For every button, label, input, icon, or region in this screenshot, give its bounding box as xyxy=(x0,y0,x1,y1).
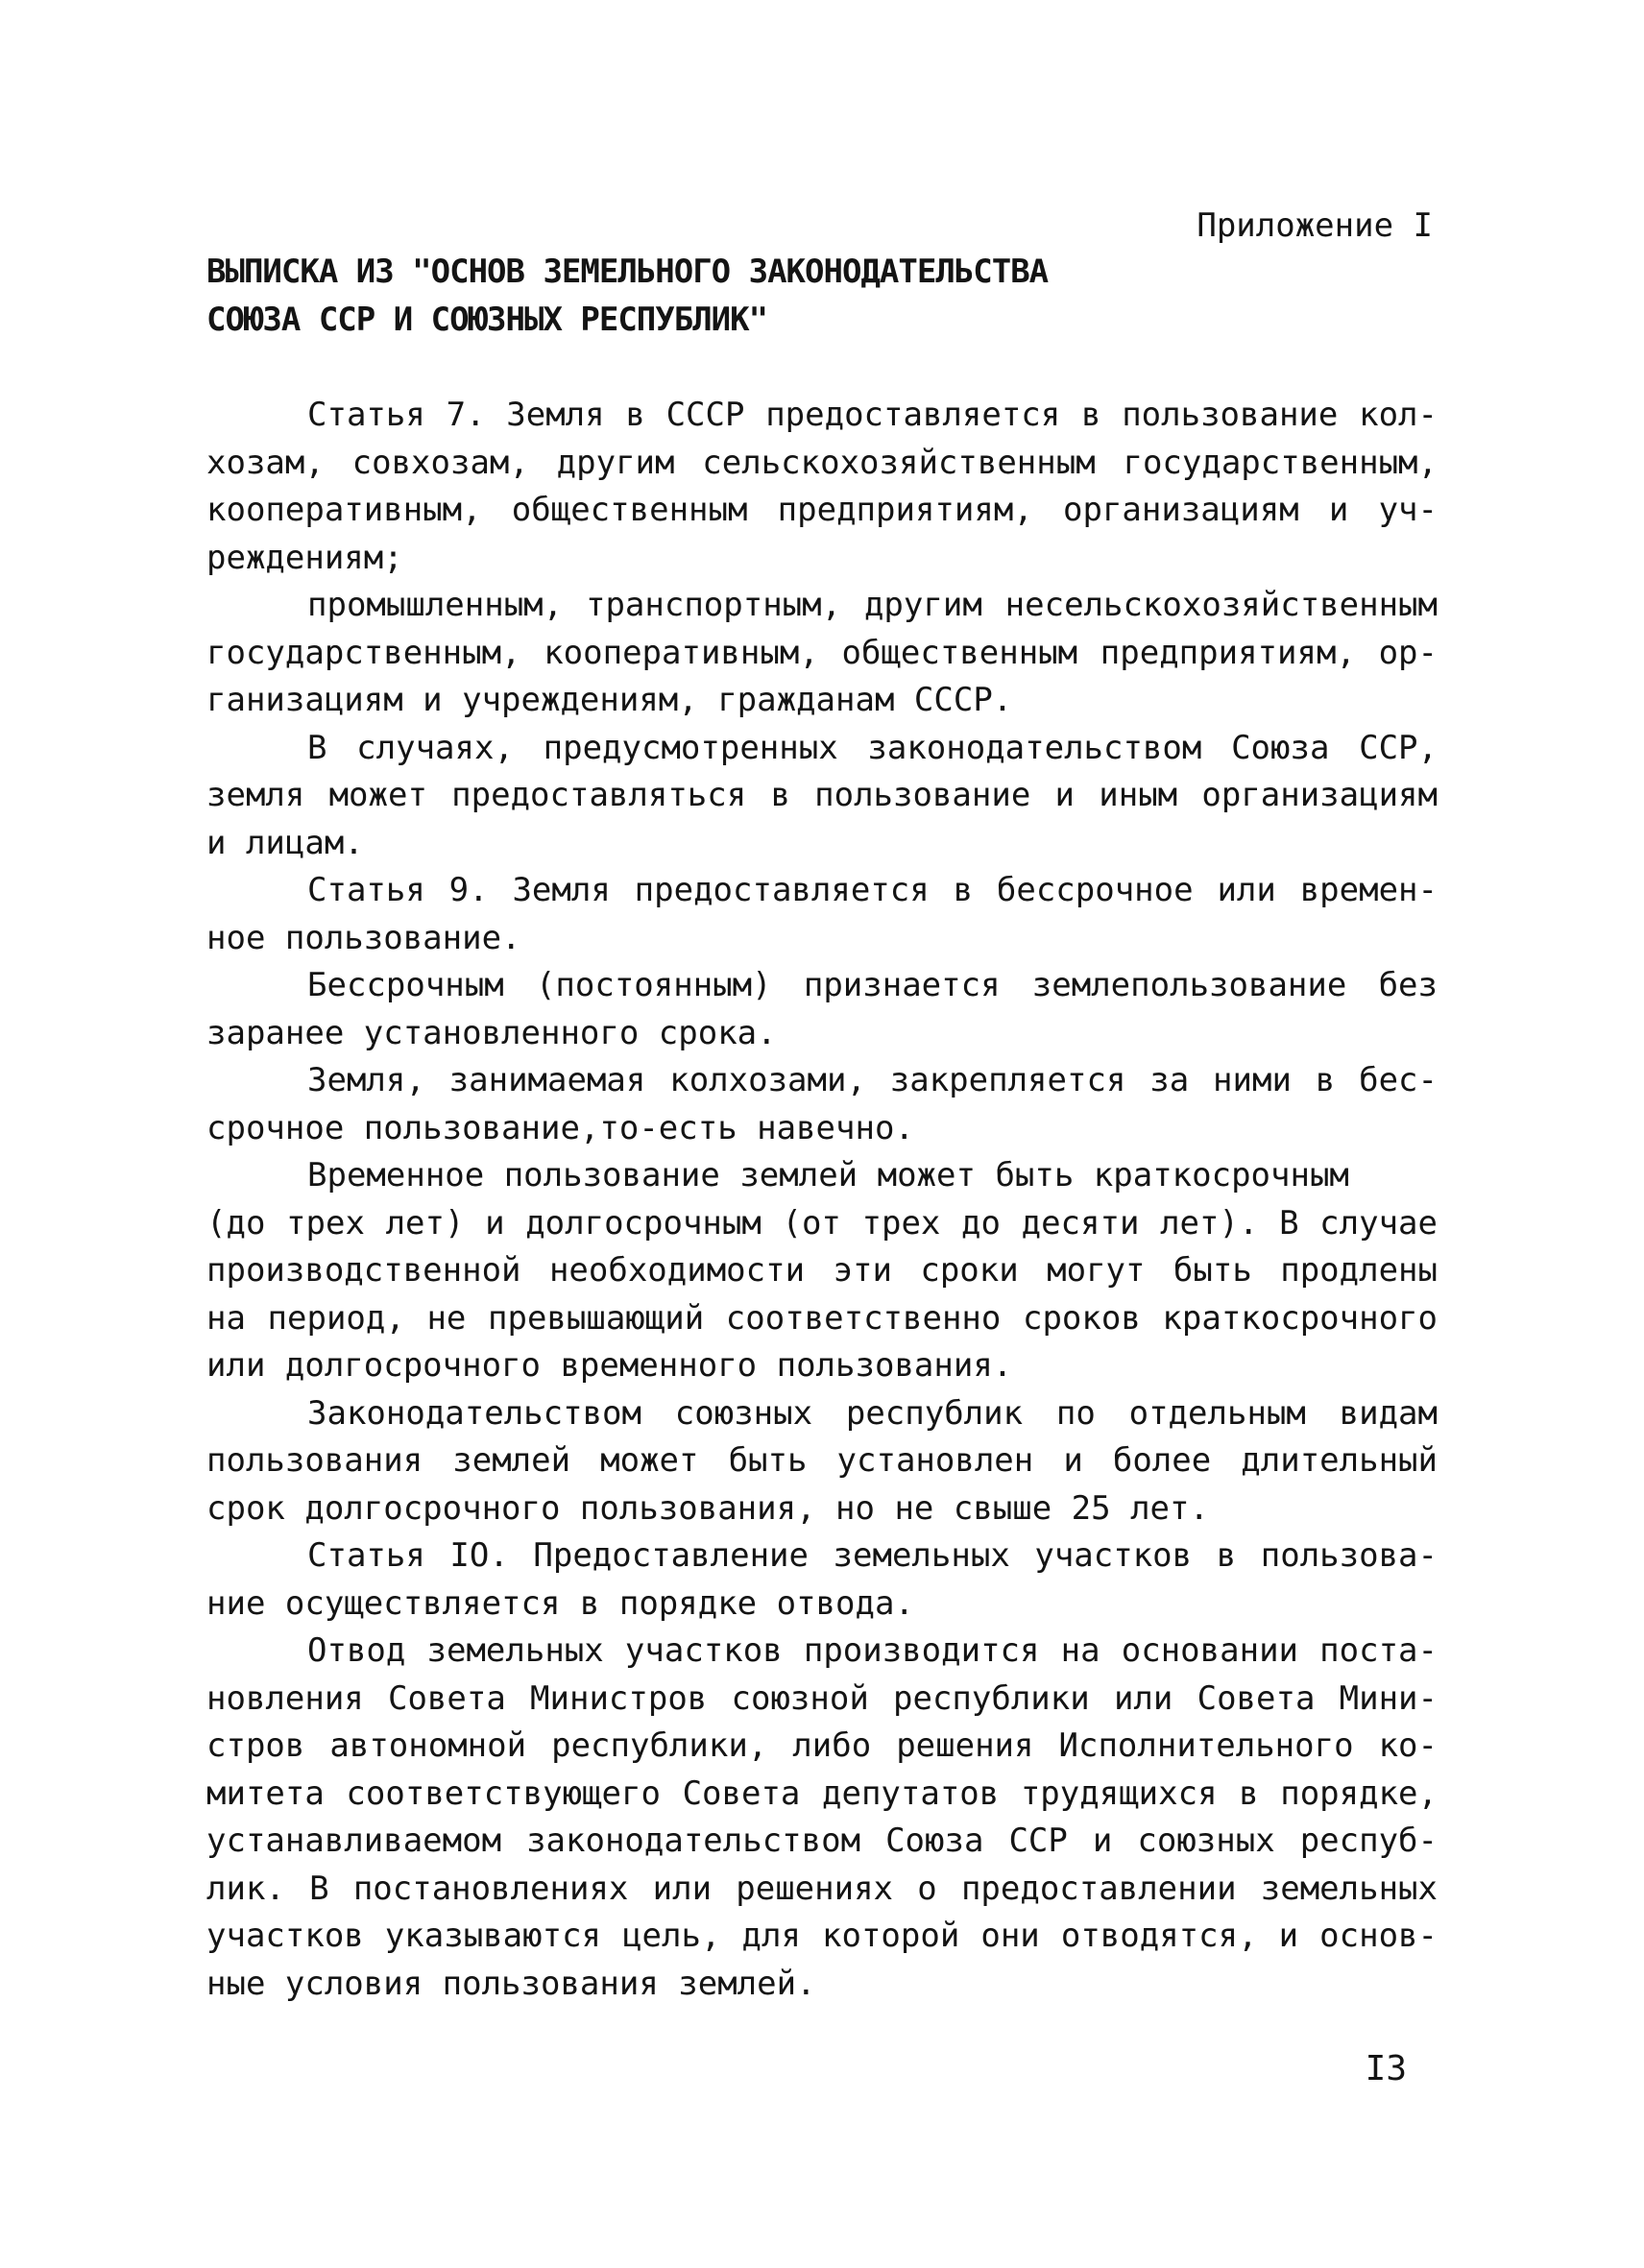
text-line: ные условия пользования землей. xyxy=(206,1964,816,2003)
text-line: В случаях, предусмотренных законодательством Союза ССР, xyxy=(307,728,1438,767)
text-line: стров автономной республики, либо решения Исполнительного ко- xyxy=(206,1726,1438,1765)
text-line: заранее установленного срока. xyxy=(206,1013,777,1052)
text-line: и лицам. xyxy=(206,823,364,862)
text-line: ние осуществляется в порядке отвода. xyxy=(206,1583,914,1623)
text-line: Законодательством союзных республик по отдельным видам xyxy=(307,1393,1438,1433)
text-line: Отвод земельных участков производится на основании поста- xyxy=(307,1631,1438,1670)
text-line: митета соответствующего Совета депутатов трудящихся в порядке, xyxy=(206,1773,1438,1813)
text-line: промышленным, транспортным, другим несельскохозяйственным xyxy=(307,586,1438,624)
text-line: (до трех лет) и долгосрочным (от трех до десяти лет). В случае xyxy=(206,1203,1438,1243)
text-line: Статья 7. Земля в СССР предоставляется в пользование кол- xyxy=(307,396,1438,434)
text-line: новления Совета Министров союзной республики или Совета Мини- xyxy=(206,1678,1438,1718)
text-line: хозам, совхозам, другим сельскохозяйственным государственным, xyxy=(206,443,1438,482)
text-line: срочное пользование,то-есть навечно. xyxy=(206,1108,914,1147)
document-title xyxy=(206,248,1048,344)
text-line: Статья 9. Земля предоставляется в бессрочное или времен- xyxy=(307,871,1438,909)
text-line: устанавливаемом законодательством Союза ССР и союзных респуб- xyxy=(206,1822,1438,1860)
article-text xyxy=(206,392,1438,2008)
text-line: Временное пользование землей может быть краткосрочным xyxy=(307,1156,1349,1194)
text-line: участков указываются цель, для которой они отводятся, и основ- xyxy=(206,1917,1438,1955)
text-line: лик. В постановлениях или решениях о предоставлении земельных xyxy=(206,1869,1438,1908)
title-line: ВЫПИСКА ИЗ "ОСНОВ ЗЕМЕЛЬНОГО ЗАКОНОДАТЕЛЬСТВА xyxy=(206,253,1049,291)
text-line: Бессрочным (постоянным) признается землепользование без xyxy=(307,966,1438,1004)
text-line: Статья IO. Предоставление земельных участков в пользова- xyxy=(307,1536,1438,1575)
text-line: или долгосрочного временного пользования. xyxy=(206,1346,1013,1385)
text-line: кооперативным, общественным предприятиям, организациям и уч- xyxy=(206,491,1438,529)
title-line: СОЮЗА ССР И СОЮЗНЫХ РЕСПУБЛИК" xyxy=(206,301,768,339)
text-line: земля может предоставляться в пользование и иным организациям xyxy=(206,776,1438,814)
appendix-label: Приложение I xyxy=(1197,206,1433,245)
text-line: реждениям; xyxy=(206,538,403,577)
text-line: пользования землей может быть установлен и более длительный xyxy=(206,1441,1438,1480)
text-line: на период, не превышающий соответственно сроков краткосрочного xyxy=(206,1298,1438,1338)
text-line: срок долгосрочного пользования, но не свыше 25 лет. xyxy=(206,1488,1209,1528)
text-line: государственным, кооперативным, общественным предприятиям, ор- xyxy=(206,633,1438,672)
page-number: I3 xyxy=(1365,2049,1407,2088)
text-line: ганизациям и учреждениям, гражданам СССР. xyxy=(206,681,1013,719)
text-line: ное пользование. xyxy=(206,918,521,957)
text-line: производственной необходимости эти сроки могут быть продлены xyxy=(206,1251,1438,1290)
text-line: Земля, занимаемая колхозами, закрепляется за ними в бес- xyxy=(307,1061,1438,1099)
